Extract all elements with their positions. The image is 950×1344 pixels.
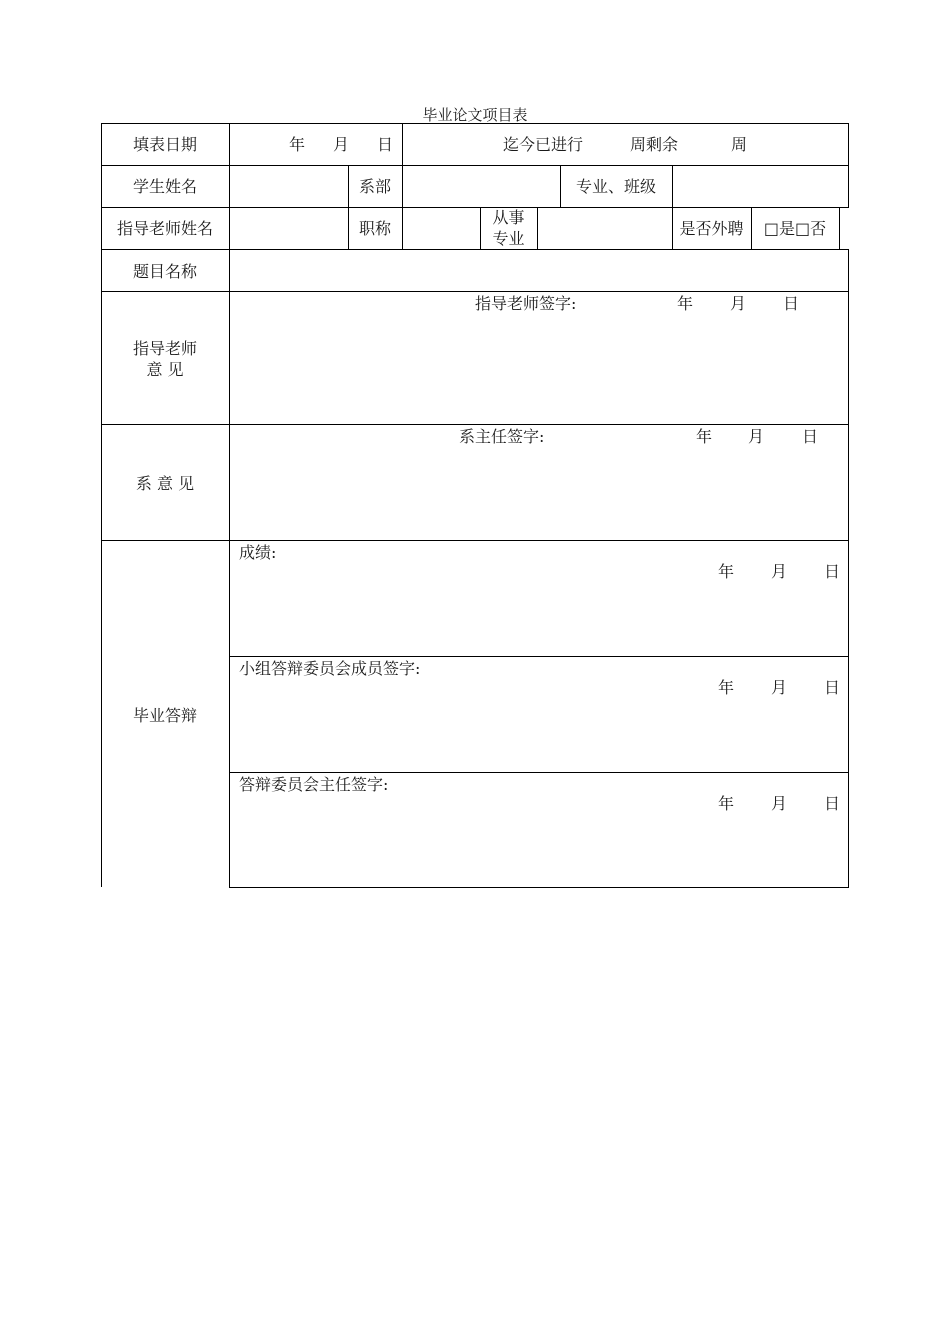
group-sign-day: 日 (824, 678, 841, 697)
fill-date-label: 填表日期 (132, 135, 197, 154)
score-year: 年 (718, 562, 735, 581)
dept-sign-month: 月 (748, 427, 765, 446)
advisor-title-label: 职称 (358, 219, 391, 238)
dept-head-signature-label: 系主任签字: (459, 427, 545, 446)
progress-prefix: 迄今已进行 (503, 135, 584, 154)
advisor-sign-year: 年 (677, 294, 694, 313)
fill-date-day[interactable]: 日 (377, 135, 394, 154)
external-hire-checkboxes[interactable]: □是□否 (763, 219, 827, 238)
defense-content-area (229, 540, 849, 888)
weeks-unit: 周 (731, 135, 748, 154)
dept-opinion-label: 系 意 见 (135, 474, 195, 493)
department-label: 系部 (358, 177, 391, 196)
form-title: 毕业论文项目表 (422, 106, 528, 124)
topic-label: 题目名称 (132, 262, 197, 281)
engaged-major-label-line1: 从事 (492, 208, 525, 227)
chair-sign-day: 日 (824, 794, 841, 813)
advisor-sign-month: 月 (730, 294, 747, 313)
weeks-remaining-label: 周剩余 (630, 135, 679, 154)
advisor-opinion-label-line2: 意 见 (146, 360, 184, 379)
advisor-name-label: 指导老师姓名 (116, 219, 213, 238)
student-name-label: 学生姓名 (132, 177, 197, 196)
score-month: 月 (771, 562, 788, 581)
chair-sign-year: 年 (718, 794, 735, 813)
defense-label: 毕业答辩 (132, 706, 197, 725)
advisor-signature-label: 指导老师签字: (475, 294, 577, 313)
advisor-sign-day: 日 (783, 294, 800, 313)
advisor-opinion-label-line1: 指导老师 (132, 339, 197, 358)
score-day: 日 (824, 562, 841, 581)
dept-sign-day: 日 (802, 427, 819, 446)
group-sign-month: 月 (771, 678, 788, 697)
chair-sign-month: 月 (771, 794, 788, 813)
engaged-major-label-line2: 专业 (492, 229, 525, 248)
fill-date-year[interactable]: 年 (289, 135, 306, 154)
group-sign-year: 年 (718, 678, 735, 697)
defense-score-label: 成绩: (239, 543, 277, 562)
fill-date-month[interactable]: 月 (333, 135, 350, 154)
committee-chair-signature-label: 答辩委员会主任签字: (239, 775, 389, 794)
dept-sign-year: 年 (696, 427, 713, 446)
major-class-label: 专业、班级 (575, 177, 656, 196)
external-hire-label: 是否外聘 (679, 219, 744, 238)
group-committee-signature-label: 小组答辩委员会成员签字: (239, 659, 421, 678)
